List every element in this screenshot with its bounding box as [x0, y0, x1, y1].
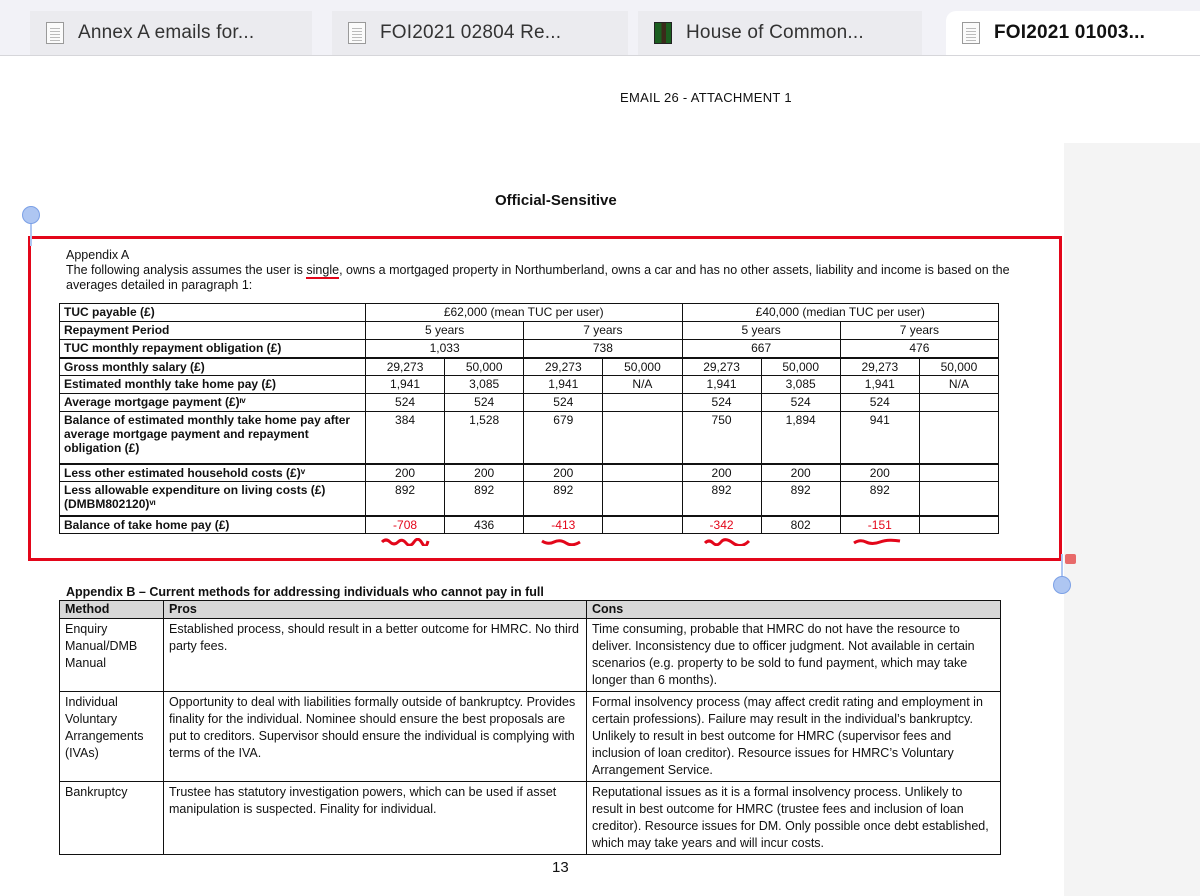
tab-foi2021-02804[interactable] [332, 11, 628, 55]
table-cell: 200 [682, 464, 761, 482]
table-cell: 3,085 [761, 376, 840, 394]
table-cell: Balance of take home pay (£) [60, 516, 366, 534]
negative-balance: -342 [682, 516, 761, 534]
table-cell: 1,894 [761, 412, 840, 464]
table-cell: 5 years [366, 322, 524, 340]
table-cell: 524 [445, 394, 524, 412]
tab-bar [0, 0, 1200, 56]
table-cell: £40,000 (median TUC per user) [682, 304, 999, 322]
table-cell: Individual Voluntary Arrangements (IVAs) [60, 692, 164, 782]
classification-heading: Official-Sensitive [495, 192, 617, 209]
table-cell: 892 [366, 482, 445, 516]
table-cell: 892 [445, 482, 524, 516]
table-row [60, 619, 1001, 692]
table-cell: Formal insolvency process (may affect credit rating and employment in certain professions). Failure may result in the individual’s bankruptcy. Unlikely to result in best outcome for HMRC (supervisor fees and inclusion of loan creditor). Resource issues for HMRC’s Voluntary Arrangement Service. [587, 692, 1001, 782]
table-cell: 200 [524, 464, 603, 482]
table-cell: 802 [761, 516, 840, 534]
table-cell: Reputational issues as it is a formal insolvency process. Unlikely to result in best outcome for HMRC (trustee fees and inclusion of loan creditor). Resource issues for DM. Only possible once debt established, which may take years and will incur costs. [587, 782, 1001, 855]
table-cell: TUC monthly repayment obligation (£) [60, 340, 366, 358]
table-cell: 50,000 [919, 358, 998, 376]
table-cell: 667 [682, 340, 840, 358]
document-page [0, 56, 1200, 896]
table-cell: 50,000 [761, 358, 840, 376]
table-header-row [60, 601, 1001, 619]
negative-balance: -413 [524, 516, 603, 534]
table-cell: 29,273 [840, 358, 919, 376]
table-cell: 892 [840, 482, 919, 516]
table-cell: 29,273 [366, 358, 445, 376]
email-header: EMAIL 26 - ATTACHMENT 1 [620, 90, 792, 105]
document-icon [348, 22, 366, 44]
table-cell: 1,941 [366, 376, 445, 394]
table-cell: Less allowable expenditure on living costs (£) (DMBM802120)ᵛᶦ [60, 482, 366, 516]
tab-label: FOI2021 02804 Re... [380, 22, 562, 43]
document-icon [962, 22, 980, 44]
table-cell: 524 [761, 394, 840, 412]
table-cell: 7 years [840, 322, 998, 340]
table-cell: 1,941 [524, 376, 603, 394]
document-icon [46, 22, 64, 44]
table-cell: 200 [445, 464, 524, 482]
house-of-commons-icon [654, 22, 672, 44]
table-cell: 3,085 [445, 376, 524, 394]
table-cell: 5 years [682, 322, 840, 340]
table-cell: Average mortgage payment (£)ᶦᵛ [60, 394, 366, 412]
table-cell: 476 [840, 340, 998, 358]
table-cell: Cons [587, 601, 1001, 619]
table-cell: £62,000 (mean TUC per user) [366, 304, 683, 322]
table-cell: 200 [366, 464, 445, 482]
appendix-a-title: Appendix A [66, 248, 130, 262]
table-cell: 524 [524, 394, 603, 412]
negative-balance: -708 [366, 516, 445, 534]
annotation-rectangle[interactable] [28, 236, 1062, 561]
table-cell: 200 [840, 464, 919, 482]
table-cell: 1,941 [840, 376, 919, 394]
tab-house-of-commons[interactable] [638, 11, 922, 55]
table-cell: N/A [603, 376, 682, 394]
table-cell: 892 [524, 482, 603, 516]
table-cell: 679 [524, 412, 603, 464]
tab-label: FOI2021 01003... [994, 22, 1146, 43]
table-cell: 200 [761, 464, 840, 482]
appendix-a-text: The following analysis assumes the user is single, owns a mortgaged property in Northumberland, owns a car and has no other assets, liability and income is based on the averages detailed in paragraph 1: [66, 263, 1010, 292]
table-cell: Balance of estimated monthly take home pay after average mortgage payment and repayment obligation (£) [60, 412, 366, 464]
table-cell: Established process, should result in a better outcome for HMRC. No third party fees. [164, 619, 587, 692]
table-cell: 1,033 [366, 340, 524, 358]
table-cell: 524 [840, 394, 919, 412]
table-cell: N/A [919, 376, 998, 394]
table-cell: 892 [761, 482, 840, 516]
selection-handle-end[interactable] [1053, 576, 1071, 594]
table-cell: Opportunity to deal with liabilities formally outside of bankruptcy. Provides finality for the individual. Nominee should ensure the best proposals are put to creditors. Supervisor should ensure the individual is complying with terms of the IVA. [164, 692, 587, 782]
table-cell: 738 [524, 340, 682, 358]
table-cell: Bankruptcy [60, 782, 164, 855]
table-cell: Less other estimated household costs (£)ᵛ [60, 464, 366, 482]
table-cell: TUC payable (£) [60, 304, 366, 322]
tab-annex-a-emails[interactable] [30, 11, 312, 55]
table-row [60, 692, 1001, 782]
table-cell: 750 [682, 412, 761, 464]
table-cell: 7 years [524, 322, 682, 340]
table-cell: 524 [366, 394, 445, 412]
page-number: 13 [552, 859, 569, 876]
table-cell: 436 [445, 516, 524, 534]
selection-handle-start[interactable] [22, 206, 40, 224]
page-margin [1064, 143, 1200, 896]
tab-label: Annex A emails for... [78, 22, 255, 43]
table-cell: 941 [840, 412, 919, 464]
table-cell: Repayment Period [60, 322, 366, 340]
table-cell: 29,273 [682, 358, 761, 376]
table-cell: Pros [164, 601, 587, 619]
table-cell: 50,000 [445, 358, 524, 376]
table-cell: Estimated monthly take home pay (£) [60, 376, 366, 394]
table-cell: 50,000 [603, 358, 682, 376]
table-cell: Gross monthly salary (£) [60, 358, 366, 376]
single-highlight: single [306, 263, 340, 277]
comment-icon[interactable] [1065, 554, 1076, 564]
table-cell: Method [60, 601, 164, 619]
table-row [60, 782, 1001, 855]
table-cell: 1,528 [445, 412, 524, 464]
tab-foi2021-01003[interactable] [946, 11, 1200, 55]
appendix-b-title: Appendix B – Current methods for addressing individuals who cannot pay in full [66, 585, 544, 599]
table-cell: 524 [682, 394, 761, 412]
table-cell: Time consuming, probable that HMRC do not have the resource to deliver. Inconsistency due to officer judgment. Not available in certain scenarios (e.g. property to be sold to fund payment, which may take longer than 6 months). [587, 619, 1001, 692]
negative-balance: -151 [840, 516, 919, 534]
tab-label: House of Common... [686, 22, 864, 43]
table-cell: Enquiry Manual/DMB Manual [60, 619, 164, 692]
table-cell: 892 [682, 482, 761, 516]
table-cell: 29,273 [524, 358, 603, 376]
appendix-b-table [59, 600, 1001, 855]
table-cell: 1,941 [682, 376, 761, 394]
table-cell: 384 [366, 412, 445, 464]
table-cell: Trustee has statutory investigation powers, which can be used if asset manipulation is suspected. Finality for individual. [164, 782, 587, 855]
